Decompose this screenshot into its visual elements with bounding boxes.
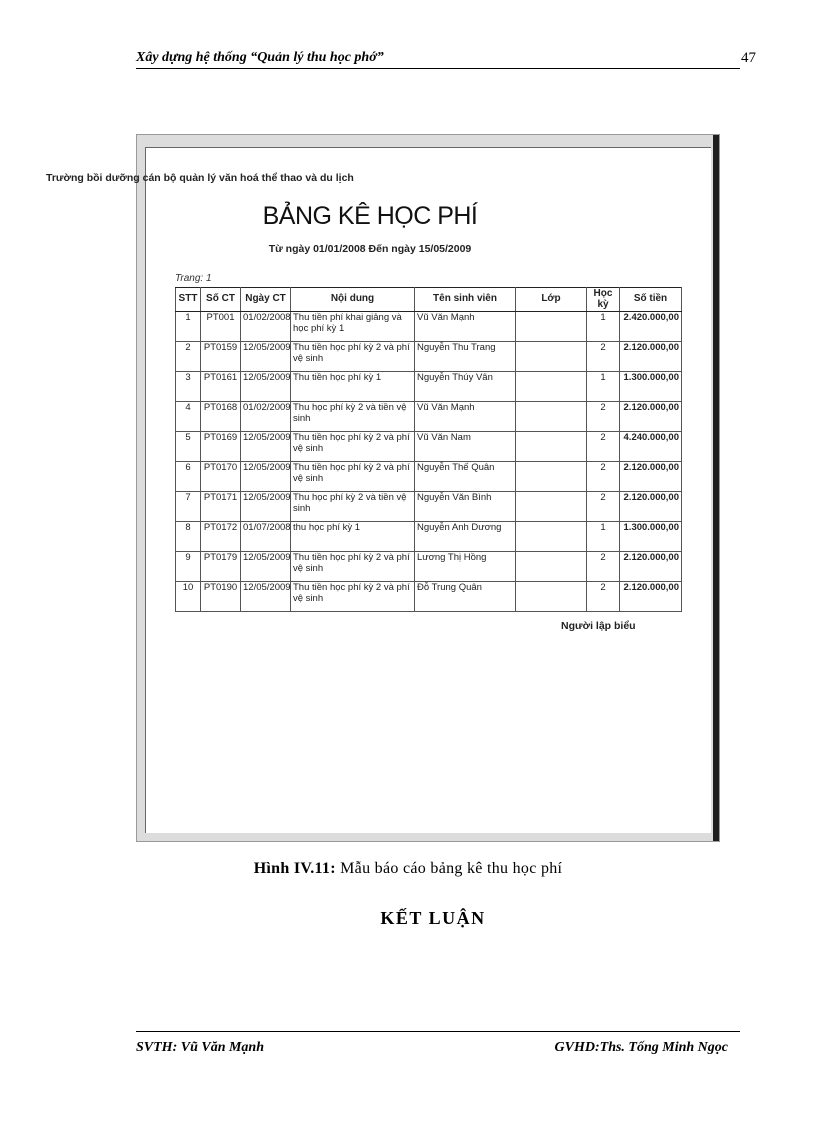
cell-voucher: PT001 xyxy=(201,312,241,342)
cell-amount: 2.420.000,00 xyxy=(620,312,682,342)
cell-student: Nguyễn Văn Bình xyxy=(415,492,516,522)
cell-content: Thu tiền học phí kỳ 2 và phí vệ sinh xyxy=(291,342,415,372)
cell-class xyxy=(516,402,587,432)
cell-content: Thu tiền học phí kỳ 2 và phí vệ sinh xyxy=(291,582,415,612)
cell-stt: 6 xyxy=(176,462,201,492)
cell-amount: 2.120.000,00 xyxy=(620,402,682,432)
cell-date: 12/05/2009 xyxy=(241,432,291,462)
header-title: Xây dựng hệ thống “Quản lý thu học phớ” xyxy=(136,50,384,65)
cell-student: Đỗ Trung Quân xyxy=(415,582,516,612)
figure-caption-text: Mẫu báo cáo bảng kê thu học phí xyxy=(340,860,563,877)
col-header: Học kỳ xyxy=(587,288,620,312)
cell-term: 2 xyxy=(587,462,620,492)
cell-date: 12/05/2009 xyxy=(241,372,291,402)
cell-student: Nguyễn Thu Trang xyxy=(415,342,516,372)
col-header: STT xyxy=(176,288,201,312)
cell-term: 2 xyxy=(587,582,620,612)
report-school: Trường bồi dưỡng cán bộ quản lý văn hoá thể thao và du lịch xyxy=(46,172,354,184)
cell-class xyxy=(516,552,587,582)
page-number: 47 xyxy=(741,50,756,66)
cell-voucher: PT0190 xyxy=(201,582,241,612)
cell-amount: 2.120.000,00 xyxy=(620,552,682,582)
cell-amount: 4.240.000,00 xyxy=(620,432,682,462)
cell-class xyxy=(516,462,587,492)
col-header: Ngày CT xyxy=(241,288,291,312)
footer-rule xyxy=(136,1031,740,1032)
col-header: Số tiền xyxy=(620,288,682,312)
cell-student: Vũ Văn Nam xyxy=(415,432,516,462)
table-row xyxy=(176,312,682,342)
cell-voucher: PT0170 xyxy=(201,462,241,492)
cell-stt: 3 xyxy=(176,372,201,402)
cell-amount: 1.300.000,00 xyxy=(620,372,682,402)
table-row xyxy=(176,402,682,432)
cell-stt: 4 xyxy=(176,402,201,432)
cell-amount: 1.300.000,00 xyxy=(620,522,682,552)
cell-content: Thu tiền học phí kỳ 2 và phí vệ sinh xyxy=(291,552,415,582)
cell-content: thu học phí kỳ 1 xyxy=(291,522,415,552)
cell-class xyxy=(516,522,587,552)
report-title: BẢNG KÊ HỌC PHÍ xyxy=(262,202,478,230)
cell-amount: 2.120.000,00 xyxy=(620,342,682,372)
cell-student: Nguyễn Thế Quân xyxy=(415,462,516,492)
fee-table xyxy=(175,287,682,612)
cell-student: Vũ Văn Mạnh xyxy=(415,402,516,432)
cell-term: 1 xyxy=(587,522,620,552)
table-row xyxy=(176,552,682,582)
cell-amount: 2.120.000,00 xyxy=(620,492,682,522)
cell-student: Nguyễn Anh Dương xyxy=(415,522,516,552)
report-page-label: Trang: 1 xyxy=(175,273,212,284)
cell-stt: 9 xyxy=(176,552,201,582)
cell-class xyxy=(516,582,587,612)
table-row xyxy=(176,492,682,522)
table-row xyxy=(176,342,682,372)
cell-term: 2 xyxy=(587,432,620,462)
cell-date: 01/02/2009 xyxy=(241,402,291,432)
cell-stt: 10 xyxy=(176,582,201,612)
table-row xyxy=(176,372,682,402)
footer-advisor: GVHD:Ths. Tống Minh Ngọc xyxy=(554,1040,728,1055)
cell-student: Vũ Văn Mạnh xyxy=(415,312,516,342)
cell-voucher: PT0172 xyxy=(201,522,241,552)
col-header: Lớp xyxy=(516,288,587,312)
cell-date: 12/05/2009 xyxy=(241,342,291,372)
figure-caption-label: Hình IV.11: xyxy=(253,860,336,877)
cell-term: 1 xyxy=(587,312,620,342)
cell-stt: 1 xyxy=(176,312,201,342)
cell-class xyxy=(516,372,587,402)
cell-term: 2 xyxy=(587,492,620,522)
report-date-range: Từ ngày 01/01/2008 Đến ngày 15/05/2009 xyxy=(268,243,472,255)
cell-class xyxy=(516,312,587,342)
cell-voucher: PT0179 xyxy=(201,552,241,582)
cell-content: Thu học phí kỳ 2 và tiền vệ sinh xyxy=(291,402,415,432)
table-header-row xyxy=(176,288,682,312)
col-header: Số CT xyxy=(201,288,241,312)
table-row xyxy=(176,522,682,552)
cell-term: 1 xyxy=(587,372,620,402)
cell-stt: 7 xyxy=(176,492,201,522)
cell-content: Thu tiền học phí kỳ 2 và phí vệ sinh xyxy=(291,462,415,492)
cell-amount: 2.120.000,00 xyxy=(620,462,682,492)
cell-date: 12/05/2009 xyxy=(241,582,291,612)
section-heading: KẾT LUẬN xyxy=(380,908,486,928)
cell-class xyxy=(516,492,587,522)
cell-class xyxy=(516,432,587,462)
cell-voucher: PT0171 xyxy=(201,492,241,522)
cell-student: Nguyễn Thúy Vân xyxy=(415,372,516,402)
cell-date: 12/05/2009 xyxy=(241,462,291,492)
cell-student: Lương Thị Hồng xyxy=(415,552,516,582)
cell-content: Thu tiền học phí kỳ 2 và phí vệ sinh xyxy=(291,432,415,462)
cell-date: 01/07/2008 xyxy=(241,522,291,552)
report-frame-edge xyxy=(713,135,719,841)
cell-term: 2 xyxy=(587,402,620,432)
cell-term: 2 xyxy=(587,342,620,372)
cell-date: 12/05/2009 xyxy=(241,492,291,522)
report-signer: Người lập biểu xyxy=(561,620,636,632)
cell-voucher: PT0168 xyxy=(201,402,241,432)
figure-caption xyxy=(0,860,816,878)
col-header: Tên sinh viên xyxy=(415,288,516,312)
cell-voucher: PT0161 xyxy=(201,372,241,402)
cell-date: 12/05/2009 xyxy=(241,552,291,582)
footer-student: SVTH: Vũ Văn Mạnh xyxy=(136,1040,264,1055)
page-header xyxy=(136,50,756,70)
cell-content: Thu tiền phí khai giảng và học phí kỳ 1 xyxy=(291,312,415,342)
table-row xyxy=(176,432,682,462)
cell-stt: 5 xyxy=(176,432,201,462)
cell-content: Thu học phí kỳ 2 và tiền vệ sinh xyxy=(291,492,415,522)
cell-voucher: PT0169 xyxy=(201,432,241,462)
cell-stt: 8 xyxy=(176,522,201,552)
cell-class xyxy=(516,342,587,372)
cell-stt: 2 xyxy=(176,342,201,372)
cell-term: 2 xyxy=(587,552,620,582)
table-row xyxy=(176,582,682,612)
cell-amount: 2.120.000,00 xyxy=(620,582,682,612)
cell-content: Thu tiền học phí kỳ 1 xyxy=(291,372,415,402)
col-header: Nội dung xyxy=(291,288,415,312)
cell-voucher: PT0159 xyxy=(201,342,241,372)
header-rule xyxy=(136,68,740,69)
table-row xyxy=(176,462,682,492)
cell-date: 01/02/2008 xyxy=(241,312,291,342)
